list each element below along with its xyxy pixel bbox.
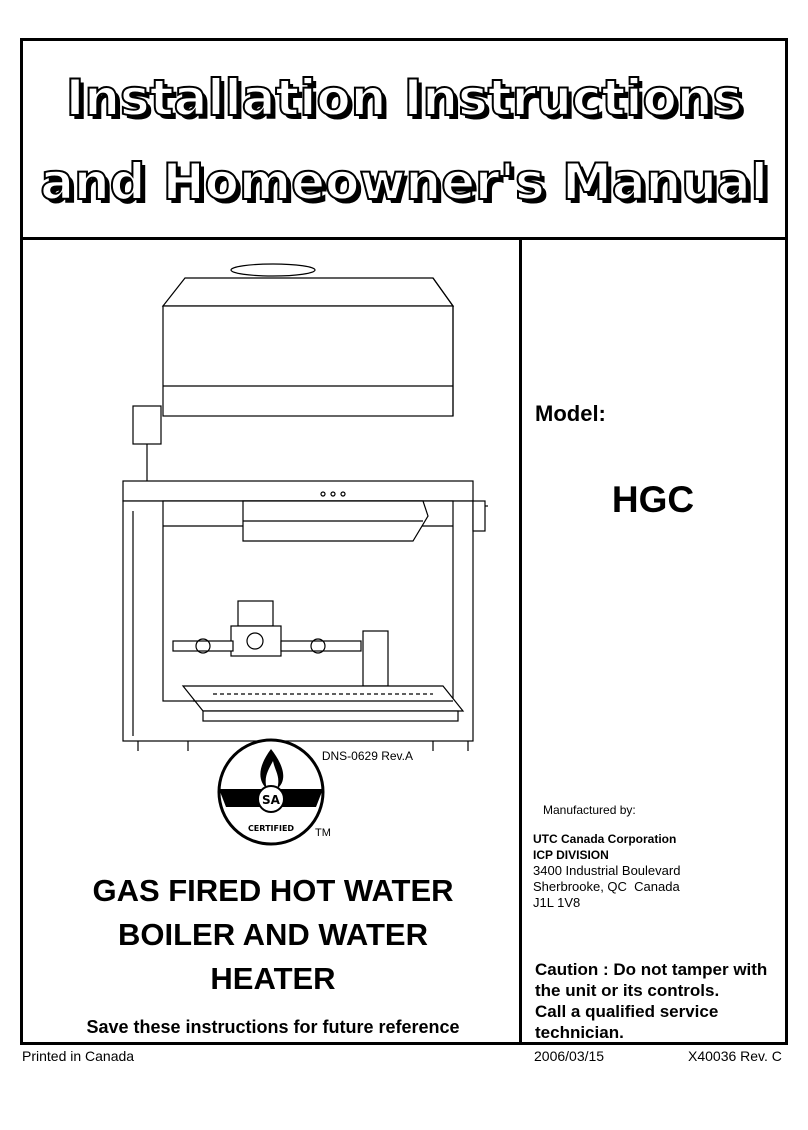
model-label: Model: <box>535 401 606 426</box>
product-line-2: BOILER AND WATER <box>118 917 428 952</box>
save-instructions-note: Save these instructions for future reference <box>86 1017 460 1037</box>
trademark-symbol: TM <box>315 827 331 839</box>
company-name: UTC Canada Corporation <box>533 832 677 846</box>
postal-code: J1L 1V8 <box>533 895 581 910</box>
manufactured-by-label: Manufactured by: <box>543 803 636 817</box>
title-banner <box>23 41 785 240</box>
logo-certified-text: CERTIFIED <box>247 824 295 833</box>
drawing-number: DNS-0629 Rev.A <box>321 749 413 763</box>
title-line-2: and Homeowner's Manual <box>40 153 768 211</box>
division-name: ICP DIVISION <box>533 848 609 862</box>
product-description <box>43 869 503 1001</box>
cover-frame <box>20 38 788 1045</box>
logo-mark: SA <box>262 793 280 807</box>
model-value: HGC <box>611 479 695 520</box>
manufacturer-address <box>533 831 680 911</box>
product-line-1: GAS FIRED HOT WATER <box>92 873 454 908</box>
column-divider <box>519 237 522 1042</box>
caution-notice <box>535 959 785 1043</box>
print-date: 2006/03/15 <box>534 1048 605 1064</box>
caution-line-4: technician. <box>535 1023 624 1042</box>
caution-line-3: Call a qualified service <box>535 1002 719 1021</box>
city-address: Sherbrooke, QC Canada <box>533 879 680 894</box>
product-line-3: HEATER <box>210 961 336 996</box>
caution-line-2: the unit or its controls. <box>535 981 720 1000</box>
printed-in: Printed in Canada <box>22 1048 135 1064</box>
street-address: 3400 Industrial Boulevard <box>533 863 681 878</box>
boiler-illustration <box>93 256 513 756</box>
caution-line-1: Caution : Do not tamper with <box>535 960 768 979</box>
title-line-1: Installation Instructions <box>65 69 743 127</box>
document-number: X40036 Rev. C <box>688 1048 782 1064</box>
